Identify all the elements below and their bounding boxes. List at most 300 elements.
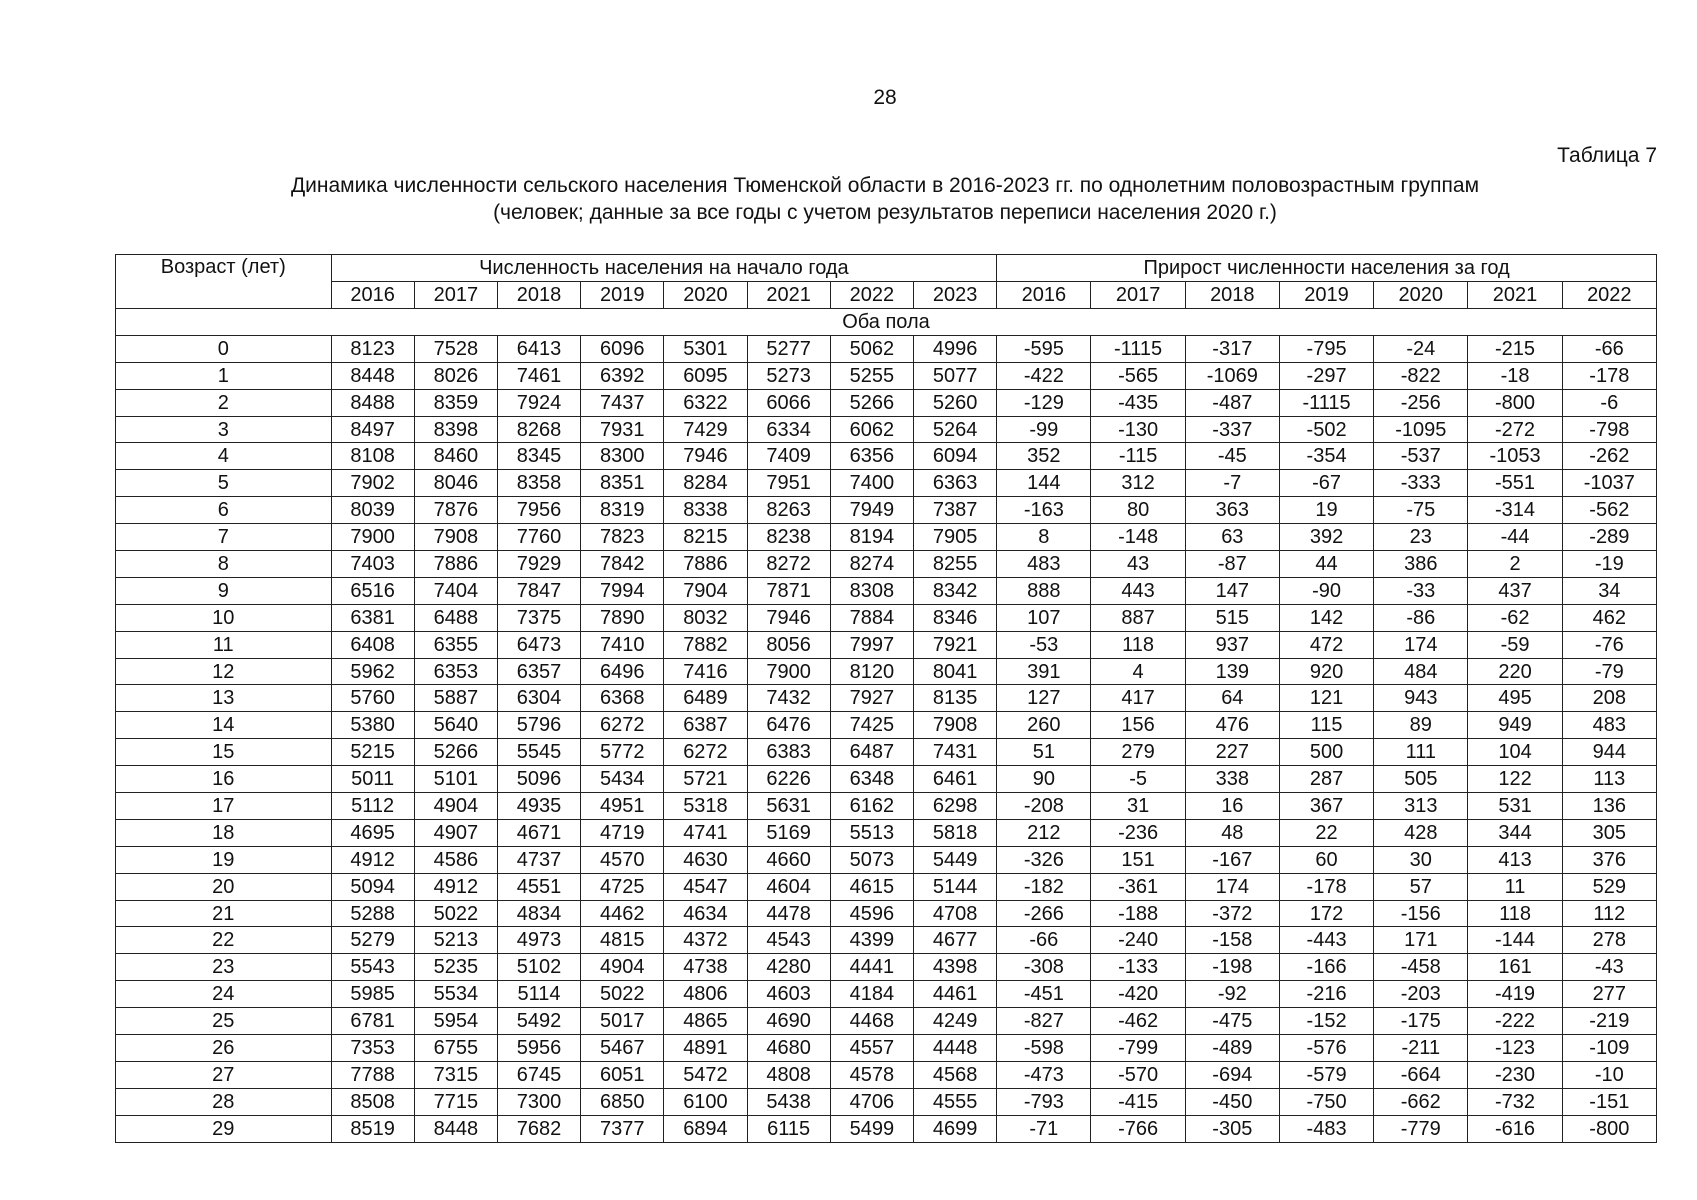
age-cell: 23 bbox=[116, 954, 332, 981]
growth-cell: 472 bbox=[1279, 631, 1373, 658]
population-cell: 4586 bbox=[414, 846, 497, 873]
population-cell: 8120 bbox=[830, 658, 913, 685]
growth-cell: 107 bbox=[997, 604, 1091, 631]
growth-cell: -167 bbox=[1185, 846, 1279, 873]
growth-cell: -361 bbox=[1091, 873, 1185, 900]
growth-cell: -565 bbox=[1091, 362, 1185, 389]
population-cell: 5096 bbox=[497, 766, 580, 793]
growth-cell: -372 bbox=[1185, 900, 1279, 927]
population-cell: 4912 bbox=[414, 873, 497, 900]
table-row bbox=[116, 927, 1657, 954]
population-cell: 5545 bbox=[497, 739, 580, 766]
population-cell: 7927 bbox=[830, 685, 913, 712]
growth-cell: 278 bbox=[1562, 927, 1656, 954]
population-cell: 4570 bbox=[581, 846, 664, 873]
growth-cell: 4 bbox=[1091, 658, 1185, 685]
population-cell: 6355 bbox=[414, 631, 497, 658]
age-cell: 25 bbox=[116, 1008, 332, 1035]
population-cell: 4815 bbox=[581, 927, 664, 954]
population-cell: 7951 bbox=[747, 470, 830, 497]
population-cell: 6348 bbox=[830, 766, 913, 793]
population-cell: 5492 bbox=[497, 1008, 580, 1035]
population-cell: 4719 bbox=[581, 819, 664, 846]
growth-cell: 48 bbox=[1185, 819, 1279, 846]
growth-cell: -188 bbox=[1091, 900, 1185, 927]
population-cell: 5073 bbox=[830, 846, 913, 873]
population-cell: 5449 bbox=[913, 846, 996, 873]
population-cell: 6095 bbox=[664, 362, 747, 389]
growth-cell: -59 bbox=[1468, 631, 1562, 658]
population-cell: 4660 bbox=[747, 846, 830, 873]
growth-cell: 376 bbox=[1562, 846, 1656, 873]
population-cell: 6381 bbox=[331, 604, 414, 631]
growth-cell: -236 bbox=[1091, 819, 1185, 846]
growth-cell: 937 bbox=[1185, 631, 1279, 658]
population-cell: 5818 bbox=[913, 819, 996, 846]
population-cell: 6334 bbox=[747, 416, 830, 443]
population-cell: 5434 bbox=[581, 766, 664, 793]
growth-cell: -462 bbox=[1091, 1008, 1185, 1035]
growth-cell: 89 bbox=[1374, 712, 1468, 739]
growth-cell: -1053 bbox=[1468, 443, 1562, 470]
population-cell: 5543 bbox=[331, 954, 414, 981]
population-cell: 5438 bbox=[747, 1088, 830, 1115]
growth-cell: 944 bbox=[1562, 739, 1656, 766]
population-cell: 5277 bbox=[747, 335, 830, 362]
population-cell: 8300 bbox=[581, 443, 664, 470]
growth-cell: -598 bbox=[997, 1035, 1091, 1062]
growth-cell: 80 bbox=[1091, 497, 1185, 524]
page-number: 28 bbox=[873, 86, 897, 109]
population-cell: 5772 bbox=[581, 739, 664, 766]
growth-cell: 43 bbox=[1091, 551, 1185, 578]
population-cell: 6487 bbox=[830, 739, 913, 766]
growth-cell: -664 bbox=[1374, 1061, 1468, 1088]
growth-cell: -129 bbox=[997, 389, 1091, 416]
table-row bbox=[116, 604, 1657, 631]
age-cell: 6 bbox=[116, 497, 332, 524]
population-cell: 6100 bbox=[664, 1088, 747, 1115]
population-cell: 4891 bbox=[664, 1035, 747, 1062]
age-cell: 1 bbox=[116, 362, 332, 389]
population-cell: 6387 bbox=[664, 712, 747, 739]
growth-cell: 111 bbox=[1374, 739, 1468, 766]
population-cell: 5062 bbox=[830, 335, 913, 362]
population-cell: 7432 bbox=[747, 685, 830, 712]
growth-cell: 392 bbox=[1279, 524, 1373, 551]
population-cell: 7931 bbox=[581, 416, 664, 443]
growth-cell: -766 bbox=[1091, 1115, 1185, 1142]
population-cell: 7425 bbox=[830, 712, 913, 739]
population-cell: 7908 bbox=[414, 524, 497, 551]
population-cell: 4596 bbox=[830, 900, 913, 927]
growth-cell: -222 bbox=[1468, 1008, 1562, 1035]
population-cell: 6755 bbox=[414, 1035, 497, 1062]
growth-cell: 64 bbox=[1185, 685, 1279, 712]
population-cell: 7882 bbox=[664, 631, 747, 658]
table-row bbox=[116, 577, 1657, 604]
growth-year-header: 2016 bbox=[997, 282, 1091, 309]
growth-cell: 413 bbox=[1468, 846, 1562, 873]
growth-cell: -489 bbox=[1185, 1035, 1279, 1062]
population-cell: 7847 bbox=[497, 577, 580, 604]
growth-cell: 144 bbox=[997, 470, 1091, 497]
population-cell: 7528 bbox=[414, 335, 497, 362]
population-cell: 4478 bbox=[747, 900, 830, 927]
table-row bbox=[116, 497, 1657, 524]
population-cell: 4741 bbox=[664, 819, 747, 846]
population-cell: 4737 bbox=[497, 846, 580, 873]
table-row bbox=[116, 1061, 1657, 1088]
growth-cell: -415 bbox=[1091, 1088, 1185, 1115]
growth-cell: -451 bbox=[997, 981, 1091, 1008]
growth-cell: 44 bbox=[1279, 551, 1373, 578]
growth-cell: 171 bbox=[1374, 927, 1468, 954]
population-cell: 4543 bbox=[747, 927, 830, 954]
population-year-header: 2020 bbox=[664, 282, 747, 309]
population-cell: 5213 bbox=[414, 927, 497, 954]
population-cell: 4912 bbox=[331, 846, 414, 873]
growth-cell: 505 bbox=[1374, 766, 1468, 793]
age-cell: 16 bbox=[116, 766, 332, 793]
growth-cell: -422 bbox=[997, 362, 1091, 389]
growth-cell: -152 bbox=[1279, 1008, 1373, 1035]
population-cell: 4680 bbox=[747, 1035, 830, 1062]
population-cell: 8448 bbox=[331, 362, 414, 389]
age-cell: 18 bbox=[116, 819, 332, 846]
population-cell: 6272 bbox=[664, 739, 747, 766]
growth-cell: -1069 bbox=[1185, 362, 1279, 389]
growth-cell: 122 bbox=[1468, 766, 1562, 793]
growth-cell: 156 bbox=[1091, 712, 1185, 739]
table-row bbox=[116, 416, 1657, 443]
growth-cell: -86 bbox=[1374, 604, 1468, 631]
population-cell: 8274 bbox=[830, 551, 913, 578]
population-cell: 8488 bbox=[331, 389, 414, 416]
population-cell: 7400 bbox=[830, 470, 913, 497]
population-cell: 5288 bbox=[331, 900, 414, 927]
growth-cell: -793 bbox=[997, 1088, 1091, 1115]
age-cell: 26 bbox=[116, 1035, 332, 1062]
population-year-header: 2022 bbox=[830, 282, 913, 309]
growth-cell: -148 bbox=[1091, 524, 1185, 551]
population-cell: 8135 bbox=[913, 685, 996, 712]
population-cell: 7905 bbox=[913, 524, 996, 551]
growth-cell: -570 bbox=[1091, 1061, 1185, 1088]
population-cell: 6850 bbox=[581, 1088, 664, 1115]
growth-year-header: 2022 bbox=[1562, 282, 1656, 309]
population-cell: 4603 bbox=[747, 981, 830, 1008]
growth-cell: 943 bbox=[1374, 685, 1468, 712]
population-year-header: 2021 bbox=[747, 282, 830, 309]
population-cell: 5260 bbox=[913, 389, 996, 416]
table-row bbox=[116, 551, 1657, 578]
growth-cell: -156 bbox=[1374, 900, 1468, 927]
population-cell: 7377 bbox=[581, 1115, 664, 1142]
table-row bbox=[116, 819, 1657, 846]
population-cell: 6357 bbox=[497, 658, 580, 685]
population-cell: 6488 bbox=[414, 604, 497, 631]
age-header: Возраст (лет) bbox=[116, 255, 332, 309]
growth-cell: -76 bbox=[1562, 631, 1656, 658]
growth-cell: 367 bbox=[1279, 793, 1373, 820]
growth-cell: 920 bbox=[1279, 658, 1373, 685]
population-cell: 4399 bbox=[830, 927, 913, 954]
population-cell: 4973 bbox=[497, 927, 580, 954]
growth-cell: 34 bbox=[1562, 577, 1656, 604]
population-cell: 4555 bbox=[913, 1088, 996, 1115]
population-cell: 7929 bbox=[497, 551, 580, 578]
growth-cell: 887 bbox=[1091, 604, 1185, 631]
growth-cell: 147 bbox=[1185, 577, 1279, 604]
population-cell: 5077 bbox=[913, 362, 996, 389]
growth-cell: 22 bbox=[1279, 819, 1373, 846]
growth-cell: 220 bbox=[1468, 658, 1562, 685]
age-cell: 22 bbox=[116, 927, 332, 954]
age-cell: 20 bbox=[116, 873, 332, 900]
table-label: Таблица 7 bbox=[1557, 144, 1657, 167]
growth-cell: -24 bbox=[1374, 335, 1468, 362]
population-cell: 6368 bbox=[581, 685, 664, 712]
population-cell: 5318 bbox=[664, 793, 747, 820]
growth-cell: 172 bbox=[1279, 900, 1373, 927]
population-cell: 6226 bbox=[747, 766, 830, 793]
population-cell: 8358 bbox=[497, 470, 580, 497]
growth-cell: 476 bbox=[1185, 712, 1279, 739]
growth-cell: -44 bbox=[1468, 524, 1562, 551]
population-cell: 4604 bbox=[747, 873, 830, 900]
population-year-header: 2023 bbox=[913, 282, 996, 309]
population-cell: 8123 bbox=[331, 335, 414, 362]
population-cell: 7404 bbox=[414, 577, 497, 604]
growth-cell: -1115 bbox=[1091, 335, 1185, 362]
growth-cell: -43 bbox=[1562, 954, 1656, 981]
population-cell: 8308 bbox=[830, 577, 913, 604]
growth-cell: 888 bbox=[997, 577, 1091, 604]
growth-cell: -45 bbox=[1185, 443, 1279, 470]
age-cell: 12 bbox=[116, 658, 332, 685]
growth-cell: -616 bbox=[1468, 1115, 1562, 1142]
age-cell: 3 bbox=[116, 416, 332, 443]
population-cell: 8041 bbox=[913, 658, 996, 685]
growth-cell: -182 bbox=[997, 873, 1091, 900]
growth-cell: -262 bbox=[1562, 443, 1656, 470]
population-cell: 5102 bbox=[497, 954, 580, 981]
growth-cell: 174 bbox=[1185, 873, 1279, 900]
population-cell: 4398 bbox=[913, 954, 996, 981]
population-cell: 7876 bbox=[414, 497, 497, 524]
population-cell: 5721 bbox=[664, 766, 747, 793]
growth-cell: 30 bbox=[1374, 846, 1468, 873]
population-cell: 5640 bbox=[414, 712, 497, 739]
growth-year-header: 2020 bbox=[1374, 282, 1468, 309]
growth-cell: 391 bbox=[997, 658, 1091, 685]
population-year-header: 2016 bbox=[331, 282, 414, 309]
growth-cell: -795 bbox=[1279, 335, 1373, 362]
table-row bbox=[116, 1035, 1657, 1062]
population-cell: 5760 bbox=[331, 685, 414, 712]
growth-cell: 949 bbox=[1468, 712, 1562, 739]
population-cell: 5094 bbox=[331, 873, 414, 900]
population-cell: 6461 bbox=[913, 766, 996, 793]
table-row bbox=[116, 362, 1657, 389]
population-cell: 4699 bbox=[913, 1115, 996, 1142]
population-cell: 5235 bbox=[414, 954, 497, 981]
population-cell: 7431 bbox=[913, 739, 996, 766]
population-cell: 5985 bbox=[331, 981, 414, 1008]
growth-cell: -435 bbox=[1091, 389, 1185, 416]
growth-cell: -317 bbox=[1185, 335, 1279, 362]
population-year-header: 2017 bbox=[414, 282, 497, 309]
population-cell: 4249 bbox=[913, 1008, 996, 1035]
growth-cell: 118 bbox=[1091, 631, 1185, 658]
population-cell: 6476 bbox=[747, 712, 830, 739]
growth-cell: 495 bbox=[1468, 685, 1562, 712]
growth-cell: 277 bbox=[1562, 981, 1656, 1008]
growth-cell: -123 bbox=[1468, 1035, 1562, 1062]
growth-cell: -305 bbox=[1185, 1115, 1279, 1142]
population-cell: 8039 bbox=[331, 497, 414, 524]
growth-cell: -502 bbox=[1279, 416, 1373, 443]
population-cell: 7437 bbox=[581, 389, 664, 416]
growth-cell: -256 bbox=[1374, 389, 1468, 416]
population-cell: 7946 bbox=[664, 443, 747, 470]
growth-cell: -800 bbox=[1468, 389, 1562, 416]
population-cell: 4834 bbox=[497, 900, 580, 927]
population-cell: 7416 bbox=[664, 658, 747, 685]
population-cell: 8032 bbox=[664, 604, 747, 631]
population-cell: 8046 bbox=[414, 470, 497, 497]
population-cell: 8497 bbox=[331, 416, 414, 443]
age-cell: 4 bbox=[116, 443, 332, 470]
growth-cell: 161 bbox=[1468, 954, 1562, 981]
population-cell: 8215 bbox=[664, 524, 747, 551]
growth-cell: -158 bbox=[1185, 927, 1279, 954]
population-cell: 7715 bbox=[414, 1088, 497, 1115]
population-cell: 8026 bbox=[414, 362, 497, 389]
population-cell: 8272 bbox=[747, 551, 830, 578]
age-cell: 27 bbox=[116, 1061, 332, 1088]
growth-cell: -215 bbox=[1468, 335, 1562, 362]
age-cell: 8 bbox=[116, 551, 332, 578]
population-cell: 5266 bbox=[830, 389, 913, 416]
age-cell: 28 bbox=[116, 1088, 332, 1115]
population-cell: 6115 bbox=[747, 1115, 830, 1142]
population-cell: 7902 bbox=[331, 470, 414, 497]
population-cell: 7403 bbox=[331, 551, 414, 578]
growth-cell: -419 bbox=[1468, 981, 1562, 1008]
growth-cell: 344 bbox=[1468, 819, 1562, 846]
population-cell: 7886 bbox=[414, 551, 497, 578]
growth-cell: 31 bbox=[1091, 793, 1185, 820]
growth-cell: -151 bbox=[1562, 1088, 1656, 1115]
header-row-1 bbox=[116, 255, 1657, 282]
table-row bbox=[116, 712, 1657, 739]
table-row bbox=[116, 389, 1657, 416]
growth-cell: -5 bbox=[1091, 766, 1185, 793]
growth-cell: -90 bbox=[1279, 577, 1373, 604]
growth-cell: 142 bbox=[1279, 604, 1373, 631]
population-cell: 4806 bbox=[664, 981, 747, 1008]
growth-year-header: 2018 bbox=[1185, 282, 1279, 309]
growth-cell: -694 bbox=[1185, 1061, 1279, 1088]
growth-cell: -475 bbox=[1185, 1008, 1279, 1035]
population-cell: 6408 bbox=[331, 631, 414, 658]
population-cell: 7908 bbox=[913, 712, 996, 739]
growth-year-header: 2019 bbox=[1279, 282, 1373, 309]
population-cell: 5499 bbox=[830, 1115, 913, 1142]
growth-cell: -67 bbox=[1279, 470, 1373, 497]
population-cell: 7956 bbox=[497, 497, 580, 524]
growth-cell: 104 bbox=[1468, 739, 1562, 766]
growth-cell: 313 bbox=[1374, 793, 1468, 820]
population-cell: 6162 bbox=[830, 793, 913, 820]
population-cell: 6298 bbox=[913, 793, 996, 820]
population-cell: 5255 bbox=[830, 362, 913, 389]
growth-cell: -71 bbox=[997, 1115, 1091, 1142]
growth-cell: 386 bbox=[1374, 551, 1468, 578]
growth-cell: 118 bbox=[1468, 900, 1562, 927]
growth-cell: -216 bbox=[1279, 981, 1373, 1008]
growth-cell: -6 bbox=[1562, 389, 1656, 416]
population-table bbox=[115, 254, 1657, 1143]
growth-cell: 227 bbox=[1185, 739, 1279, 766]
population-cell: 6096 bbox=[581, 335, 664, 362]
population-cell: 4441 bbox=[830, 954, 913, 981]
growth-cell: -595 bbox=[997, 335, 1091, 362]
growth-cell: -289 bbox=[1562, 524, 1656, 551]
population-cell: 5101 bbox=[414, 766, 497, 793]
growth-cell: 139 bbox=[1185, 658, 1279, 685]
population-cell: 4280 bbox=[747, 954, 830, 981]
growth-cell: -443 bbox=[1279, 927, 1373, 954]
population-cell: 4462 bbox=[581, 900, 664, 927]
population-cell: 5017 bbox=[581, 1008, 664, 1035]
growth-cell: 112 bbox=[1562, 900, 1656, 927]
growth-cell: -1115 bbox=[1279, 389, 1373, 416]
population-cell: 7823 bbox=[581, 524, 664, 551]
growth-cell: 212 bbox=[997, 819, 1091, 846]
population-cell: 7997 bbox=[830, 631, 913, 658]
growth-cell: -10 bbox=[1562, 1061, 1656, 1088]
growth-cell: 60 bbox=[1279, 846, 1373, 873]
growth-cell: 115 bbox=[1279, 712, 1373, 739]
section-label: Оба пола bbox=[116, 309, 1657, 336]
growth-cell: -337 bbox=[1185, 416, 1279, 443]
population-cell: 5534 bbox=[414, 981, 497, 1008]
growth-cell: -272 bbox=[1468, 416, 1562, 443]
age-cell: 17 bbox=[116, 793, 332, 820]
population-cell: 5169 bbox=[747, 819, 830, 846]
title-line-2: (человек; данные за все годы с учетом результатов переписи населения 2020 г.) bbox=[493, 201, 1277, 224]
growth-cell: 428 bbox=[1374, 819, 1468, 846]
growth-cell: -178 bbox=[1562, 362, 1656, 389]
population-cell: 5954 bbox=[414, 1008, 497, 1035]
population-cell: 8342 bbox=[913, 577, 996, 604]
growth-cell: -87 bbox=[1185, 551, 1279, 578]
population-cell: 5796 bbox=[497, 712, 580, 739]
population-cell: 6094 bbox=[913, 443, 996, 470]
growth-cell: -109 bbox=[1562, 1035, 1656, 1062]
population-cell: 8263 bbox=[747, 497, 830, 524]
population-cell: 5301 bbox=[664, 335, 747, 362]
growth-cell: -314 bbox=[1468, 497, 1562, 524]
growth-cell: 23 bbox=[1374, 524, 1468, 551]
age-cell: 2 bbox=[116, 389, 332, 416]
growth-cell: -203 bbox=[1374, 981, 1468, 1008]
growth-cell: 19 bbox=[1279, 497, 1373, 524]
growth-cell: -800 bbox=[1562, 1115, 1656, 1142]
